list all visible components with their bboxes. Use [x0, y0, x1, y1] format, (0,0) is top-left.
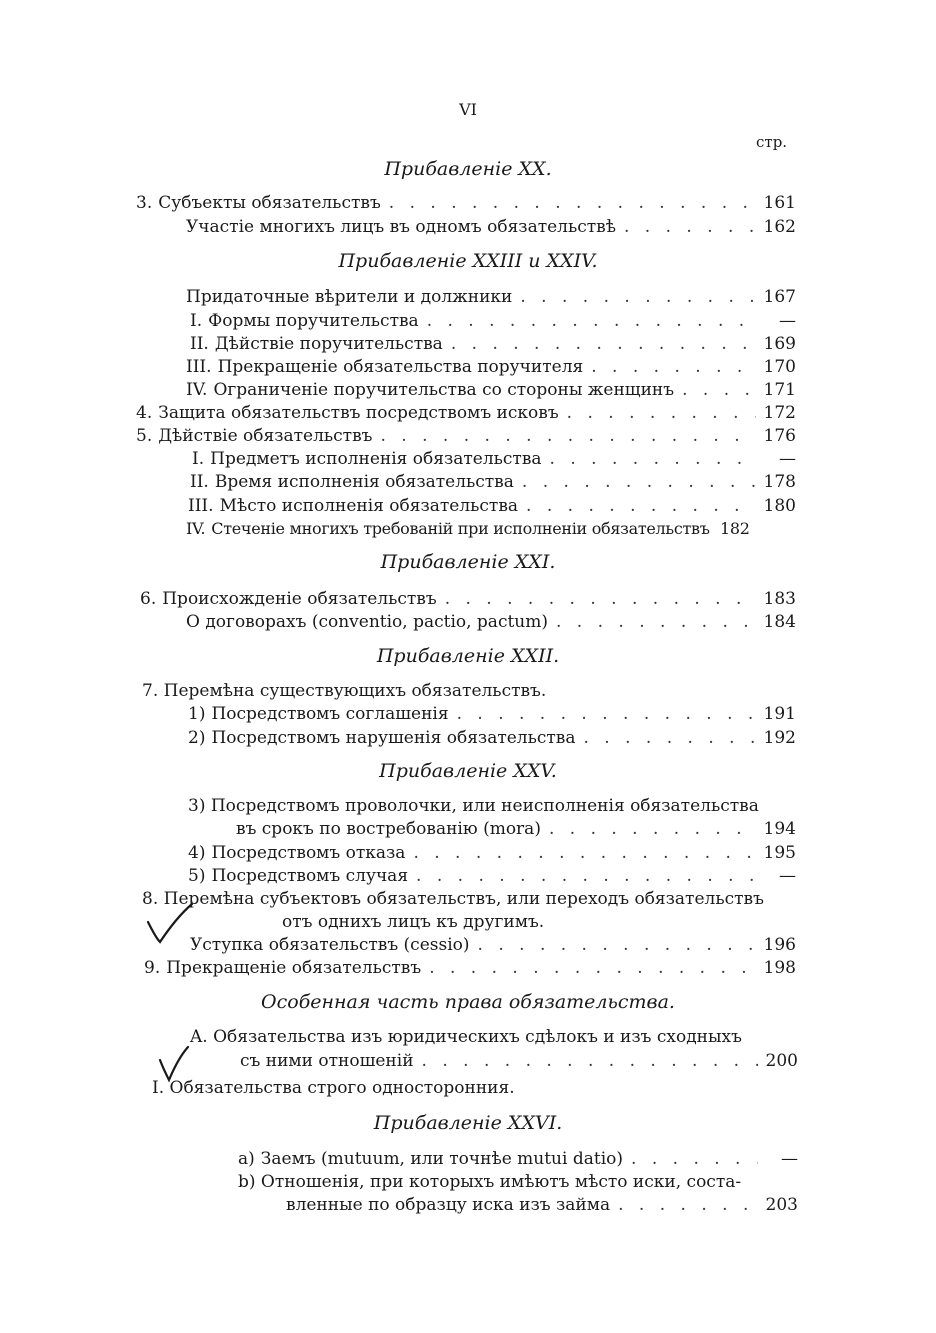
entry-title: Ограниченіе поручительства со стороны женщинъ	[213, 380, 675, 400]
leader-dots	[556, 610, 756, 634]
leader-dots	[591, 355, 756, 379]
section-heading: Прибавленіе XX.	[384, 158, 552, 180]
entry-number: 3)	[188, 796, 206, 816]
leader-dots	[427, 309, 756, 333]
leader-dots	[631, 1147, 758, 1171]
entry-number: 1)	[188, 704, 206, 724]
entry-number: 3.	[136, 193, 153, 213]
leader-dots	[526, 494, 756, 518]
entry-number: 4.	[136, 403, 153, 423]
toc-entry[interactable]	[188, 726, 796, 750]
entry-number: A.	[190, 1027, 208, 1047]
toc-entry[interactable]	[190, 1025, 742, 1049]
toc-entry[interactable]	[186, 215, 796, 239]
entry-title: Перемѣна существующихъ обязательствъ.	[163, 681, 547, 701]
toc-entry[interactable]	[190, 309, 796, 333]
page-column-header: стр.	[756, 133, 788, 151]
section-heading: Прибавленіе XXII.	[376, 645, 560, 667]
toc-entry[interactable]	[142, 679, 546, 703]
entry-page: 172	[763, 403, 796, 423]
entry-page: 162	[763, 217, 796, 237]
toc-entry[interactable]	[238, 1147, 798, 1171]
entry-page: 195	[763, 843, 796, 863]
entry-number: 5)	[188, 866, 206, 886]
entry-page: 196	[763, 935, 796, 955]
leader-dots	[457, 702, 756, 726]
entry-title: Происхожденіе обязательствъ	[162, 589, 437, 609]
leader-dots	[451, 332, 756, 356]
leader-dots	[389, 191, 756, 215]
leader-dots	[618, 1193, 758, 1217]
entry-number: 9.	[144, 958, 161, 978]
entry-title: Отношенія, при которыхъ имѣютъ мѣсто иски, соста-	[260, 1172, 742, 1192]
entry-page: 180	[763, 496, 796, 516]
entry-number: III.	[186, 357, 212, 377]
entry-title: Посредствомъ соглашенія	[211, 704, 449, 724]
leader-dots	[445, 587, 756, 611]
entry-title: Предметъ исполненія обязательства	[210, 449, 542, 469]
entry-page: 200	[765, 1051, 798, 1071]
toc-entry[interactable]	[144, 956, 796, 980]
entry-page: 198	[763, 958, 796, 978]
toc-entry[interactable]	[136, 191, 796, 215]
toc-entry[interactable]	[240, 1049, 798, 1073]
entry-number: I.	[190, 311, 203, 331]
leader-dots	[413, 841, 756, 865]
toc-entry[interactable]	[238, 1170, 741, 1194]
leader-dots	[520, 285, 756, 309]
entry-title: Обязательства строго односторонния.	[169, 1078, 515, 1098]
entry-number: 7.	[142, 681, 159, 701]
entry-title: О договорахъ (conventio, pactio, pactum)	[186, 612, 548, 632]
toc-entry[interactable]	[186, 610, 796, 634]
entry-title: Стеченіе многихъ требованій при исполненіи обязательствъ	[211, 519, 710, 538]
entry-title: Формы поручительства	[208, 311, 419, 331]
toc-entry[interactable]	[286, 1193, 798, 1217]
entry-title: Посредствомъ проволочки, или неисполненія обязательства	[210, 796, 759, 816]
section-heading: Прибавленіе XXIII и XXIV.	[338, 250, 598, 272]
toc-entry[interactable]	[190, 332, 796, 356]
entry-title: Прекращеніе обязательствъ	[166, 958, 422, 978]
toc-entry[interactable]	[136, 424, 796, 448]
toc-entry[interactable]	[142, 887, 764, 911]
entry-title: Посредствомъ случая	[211, 866, 409, 886]
entry-title: Придаточные вѣрители и должники	[186, 287, 513, 307]
entry-title: Дѣйствіе обязательствъ	[158, 426, 373, 446]
handwritten-checkmark-icon	[144, 900, 196, 948]
entry-page: 183	[763, 589, 796, 609]
entry-title: отъ однихъ лицъ къ другимъ.	[282, 912, 545, 932]
entry-page: 182	[719, 519, 750, 538]
leader-dots	[682, 378, 756, 402]
toc-entry[interactable]	[282, 910, 544, 934]
entry-page: 192	[763, 728, 796, 748]
entry-title: съ ними отношеній	[240, 1051, 414, 1071]
section-heading: Особенная часть права обязательства.	[261, 991, 675, 1013]
entry-page: —	[779, 449, 796, 469]
toc-entry[interactable]	[188, 702, 796, 726]
entry-number: b)	[238, 1172, 256, 1192]
entry-title: въ срокъ по востребованію (mora)	[236, 819, 541, 839]
entry-page: —	[779, 866, 796, 886]
page-number: VI	[459, 100, 477, 119]
leader-dots	[478, 933, 756, 957]
toc-entry[interactable]	[186, 285, 796, 309]
entry-number: 5.	[136, 426, 153, 446]
leader-dots	[522, 470, 756, 494]
entry-title: Заемъ (mutuum, или точнѣе mutui datio)	[260, 1149, 624, 1169]
toc-entry[interactable]	[190, 470, 796, 494]
leader-dots	[422, 1049, 758, 1073]
toc-entry[interactable]	[188, 864, 796, 888]
entry-page: 167	[763, 287, 796, 307]
entry-page: 203	[765, 1195, 798, 1215]
entry-title: Перемѣна субъектовъ обязательствъ, или переходъ обязательствъ	[163, 889, 764, 909]
entry-page: 184	[763, 612, 796, 632]
entry-number: 2)	[188, 728, 206, 748]
leader-dots	[380, 424, 756, 448]
entry-title: Время исполненія обязательства	[214, 472, 514, 492]
section-heading: Прибавленіе XXV.	[379, 760, 557, 782]
section-heading: Прибавленіе XXI.	[380, 551, 556, 573]
entry-title: Субъекты обязательствъ	[158, 193, 381, 213]
entry-number: IV.	[186, 519, 206, 538]
leader-dots	[583, 726, 756, 750]
entry-title: Участіе многихъ лицъ въ одномъ обязательствѣ	[186, 217, 616, 237]
toc-entry[interactable]	[186, 517, 796, 541]
entry-title: Посредствомъ нарушенія обязательства	[211, 728, 576, 748]
entry-number: I.	[152, 1078, 165, 1098]
entry-title: вленные по образцу иска изъ займа	[286, 1195, 611, 1215]
leader-dots	[549, 817, 756, 841]
entry-page: —	[781, 1149, 798, 1169]
entry-page: 194	[763, 819, 796, 839]
entry-title: Обязательства изъ юридическихъ сдѣлокъ и изъ сходныхъ	[213, 1027, 742, 1047]
entry-title: Уступка обязательствъ (cessio)	[190, 935, 470, 955]
entry-page: 176	[763, 426, 796, 446]
entry-title: Защита обязательствъ посредствомъ исковъ	[158, 403, 559, 423]
toc-entry[interactable]	[140, 587, 796, 611]
leader-dots	[416, 864, 756, 888]
toc-entry[interactable]	[236, 817, 796, 841]
toc-entry[interactable]	[192, 447, 796, 471]
toc-entry[interactable]	[188, 494, 796, 518]
leader-dots	[550, 447, 756, 471]
leader-dots	[624, 215, 756, 239]
leader-dots	[429, 956, 756, 980]
entry-title: Мѣсто исполненія обязательства	[219, 496, 519, 516]
toc-entry[interactable]	[188, 794, 759, 818]
toc-entry[interactable]	[186, 378, 796, 402]
toc-entry[interactable]	[188, 841, 796, 865]
toc-entry[interactable]	[152, 1076, 515, 1100]
entry-number: II.	[190, 472, 209, 492]
toc-entry[interactable]	[190, 933, 796, 957]
entry-page: 178	[763, 472, 796, 492]
entry-page: 169	[763, 334, 796, 354]
leader-dots	[567, 401, 756, 425]
handwritten-checkmark-icon	[156, 1044, 192, 1084]
entry-page: 170	[763, 357, 796, 377]
entry-number: 6.	[140, 589, 157, 609]
entry-number: II.	[190, 334, 209, 354]
entry-page: 171	[763, 380, 796, 400]
entry-number: I.	[192, 449, 205, 469]
toc-entry[interactable]	[136, 401, 796, 425]
entry-number: a)	[238, 1149, 255, 1169]
entry-page: 191	[763, 704, 796, 724]
section-heading: Прибавленіе XXVI.	[373, 1112, 563, 1134]
entry-number: 8.	[142, 889, 159, 909]
entry-title: Дѣйствіе поручительства	[214, 334, 443, 354]
entry-number: IV.	[186, 380, 208, 400]
entry-page: 161	[763, 193, 796, 213]
entry-page: —	[779, 311, 796, 331]
entry-number: 4)	[188, 843, 206, 863]
entry-title: Посредствомъ отказа	[211, 843, 406, 863]
toc-entry[interactable]	[186, 355, 796, 379]
entry-title: Прекращеніе обязательства поручителя	[217, 357, 584, 377]
entry-number: III.	[188, 496, 214, 516]
